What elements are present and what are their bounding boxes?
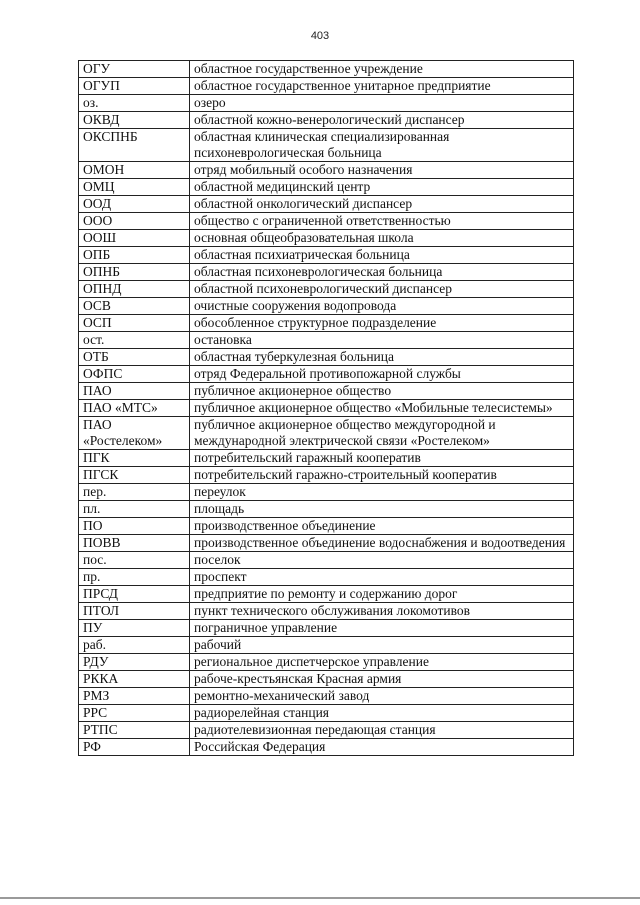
abbreviation-cell: РККА <box>79 671 190 688</box>
table-row <box>79 281 574 298</box>
meaning-cell: публичное акционерное общество «Мобильные телесистемы» <box>190 400 574 417</box>
meaning-cell: производственное объединение водоснабжения и водоотведения <box>190 535 574 552</box>
table-row <box>79 315 574 332</box>
table-row <box>79 196 574 213</box>
meaning-cell: остановка <box>190 332 574 349</box>
meaning-cell: областная психоневрологическая больница <box>190 264 574 281</box>
table-row <box>79 400 574 417</box>
table-row <box>79 298 574 315</box>
table-row <box>79 586 574 603</box>
meaning-cell: основная общеобразовательная школа <box>190 230 574 247</box>
abbreviation-cell: ПГСК <box>79 467 190 484</box>
meaning-cell: переулок <box>190 484 574 501</box>
table-row <box>79 535 574 552</box>
meaning-cell: потребительский гаражный кооператив <box>190 450 574 467</box>
table-row <box>79 332 574 349</box>
meaning-cell: отряд Федеральной противопожарной службы <box>190 366 574 383</box>
meaning-cell: очистные сооружения водопровода <box>190 298 574 315</box>
abbreviation-cell: ОФПС <box>79 366 190 383</box>
table-row <box>79 366 574 383</box>
meaning-cell: областная клиническая специализированная психоневрологическая больница <box>190 129 574 162</box>
table-row <box>79 705 574 722</box>
abbreviations-table <box>78 60 574 756</box>
table-row <box>79 637 574 654</box>
table-row <box>79 501 574 518</box>
meaning-cell: радиотелевизионная передающая станция <box>190 722 574 739</box>
meaning-cell: областное государственное учреждение <box>190 61 574 78</box>
abbreviation-cell: РФ <box>79 739 190 756</box>
table-row <box>79 603 574 620</box>
table-row <box>79 417 574 450</box>
table-row <box>79 61 574 78</box>
meaning-cell: публичное акционерное общество междугородной и международной электрической связи «Ростелеком» <box>190 417 574 450</box>
meaning-cell: Российская Федерация <box>190 739 574 756</box>
meaning-cell: производственное объединение <box>190 518 574 535</box>
meaning-cell: областной психоневрологический диспансер <box>190 281 574 298</box>
table-row <box>79 179 574 196</box>
abbreviation-cell: ОМОН <box>79 162 190 179</box>
table-row <box>79 383 574 400</box>
table-row <box>79 467 574 484</box>
abbreviation-cell: РДУ <box>79 654 190 671</box>
meaning-cell: областная психиатрическая больница <box>190 247 574 264</box>
table-row <box>79 264 574 281</box>
abbreviation-cell: оз. <box>79 95 190 112</box>
abbreviation-cell: ОГУП <box>79 78 190 95</box>
table-row <box>79 518 574 535</box>
table-row <box>79 654 574 671</box>
abbreviation-cell: ПО <box>79 518 190 535</box>
meaning-cell: областное государственное унитарное предприятие <box>190 78 574 95</box>
table-row <box>79 78 574 95</box>
table-row <box>79 739 574 756</box>
abbreviation-cell: ОТБ <box>79 349 190 366</box>
abbreviation-cell: ПУ <box>79 620 190 637</box>
meaning-cell: отряд мобильный особого назначения <box>190 162 574 179</box>
abbreviation-cell: ПРСД <box>79 586 190 603</box>
abbreviation-cell: ОГУ <box>79 61 190 78</box>
table-row <box>79 213 574 230</box>
meaning-cell: радиорелейная станция <box>190 705 574 722</box>
abbreviation-cell: ПОВВ <box>79 535 190 552</box>
table-row <box>79 129 574 162</box>
meaning-cell: пункт технического обслуживания локомотивов <box>190 603 574 620</box>
scan-bottom-edge <box>0 897 640 899</box>
abbreviation-cell: ПАО «Ростелеком» <box>79 417 190 450</box>
abbreviation-cell: ПГК <box>79 450 190 467</box>
abbreviation-cell: ОСВ <box>79 298 190 315</box>
table-row <box>79 620 574 637</box>
meaning-cell: рабоче-крестьянская Красная армия <box>190 671 574 688</box>
abbreviation-cell: пл. <box>79 501 190 518</box>
abbreviation-cell: ост. <box>79 332 190 349</box>
meaning-cell: площадь <box>190 501 574 518</box>
abbreviation-cell: пр. <box>79 569 190 586</box>
abbreviation-cell: ОПБ <box>79 247 190 264</box>
abbreviations-table-body <box>79 61 574 756</box>
meaning-cell: поселок <box>190 552 574 569</box>
meaning-cell: предприятие по ремонту и содержанию дорог <box>190 586 574 603</box>
meaning-cell: публичное акционерное общество <box>190 383 574 400</box>
abbreviation-cell: РТПС <box>79 722 190 739</box>
table-row <box>79 569 574 586</box>
abbreviation-cell: ОМЦ <box>79 179 190 196</box>
meaning-cell: общество с ограниченной ответственностью <box>190 213 574 230</box>
table-row <box>79 230 574 247</box>
table-row <box>79 450 574 467</box>
abbreviation-cell: раб. <box>79 637 190 654</box>
meaning-cell: потребительский гаражно-строительный кооператив <box>190 467 574 484</box>
meaning-cell: обособленное структурное подразделение <box>190 315 574 332</box>
abbreviation-cell: РРС <box>79 705 190 722</box>
abbreviation-cell: ПАО «МТС» <box>79 400 190 417</box>
table-row <box>79 112 574 129</box>
abbreviation-cell: ОПНД <box>79 281 190 298</box>
meaning-cell: региональное диспетчерское управление <box>190 654 574 671</box>
abbreviation-cell: пер. <box>79 484 190 501</box>
abbreviation-cell: ООО <box>79 213 190 230</box>
table-row <box>79 671 574 688</box>
meaning-cell: озеро <box>190 95 574 112</box>
abbreviation-cell: пос. <box>79 552 190 569</box>
abbreviation-cell: ООД <box>79 196 190 213</box>
table-row <box>79 484 574 501</box>
table-row <box>79 162 574 179</box>
meaning-cell: областной кожно-венерологический диспансер <box>190 112 574 129</box>
abbreviation-cell: ООШ <box>79 230 190 247</box>
meaning-cell: областная туберкулезная больница <box>190 349 574 366</box>
abbreviation-cell: ОКСПНБ <box>79 129 190 162</box>
meaning-cell: пограничное управление <box>190 620 574 637</box>
meaning-cell: проспект <box>190 569 574 586</box>
meaning-cell: ремонтно-механический завод <box>190 688 574 705</box>
meaning-cell: рабочий <box>190 637 574 654</box>
meaning-cell: областной онкологический диспансер <box>190 196 574 213</box>
page-number: 403 <box>310 30 330 42</box>
table-row <box>79 247 574 264</box>
abbreviation-cell: ОСП <box>79 315 190 332</box>
table-row <box>79 688 574 705</box>
abbreviation-cell: РМЗ <box>79 688 190 705</box>
table-row <box>79 552 574 569</box>
meaning-cell: областной медицинский центр <box>190 179 574 196</box>
abbreviation-cell: ПАО <box>79 383 190 400</box>
abbreviation-cell: ОПНБ <box>79 264 190 281</box>
table-row <box>79 349 574 366</box>
table-row <box>79 95 574 112</box>
abbreviation-cell: ОКВД <box>79 112 190 129</box>
table-row <box>79 722 574 739</box>
abbreviation-cell: ПТОЛ <box>79 603 190 620</box>
